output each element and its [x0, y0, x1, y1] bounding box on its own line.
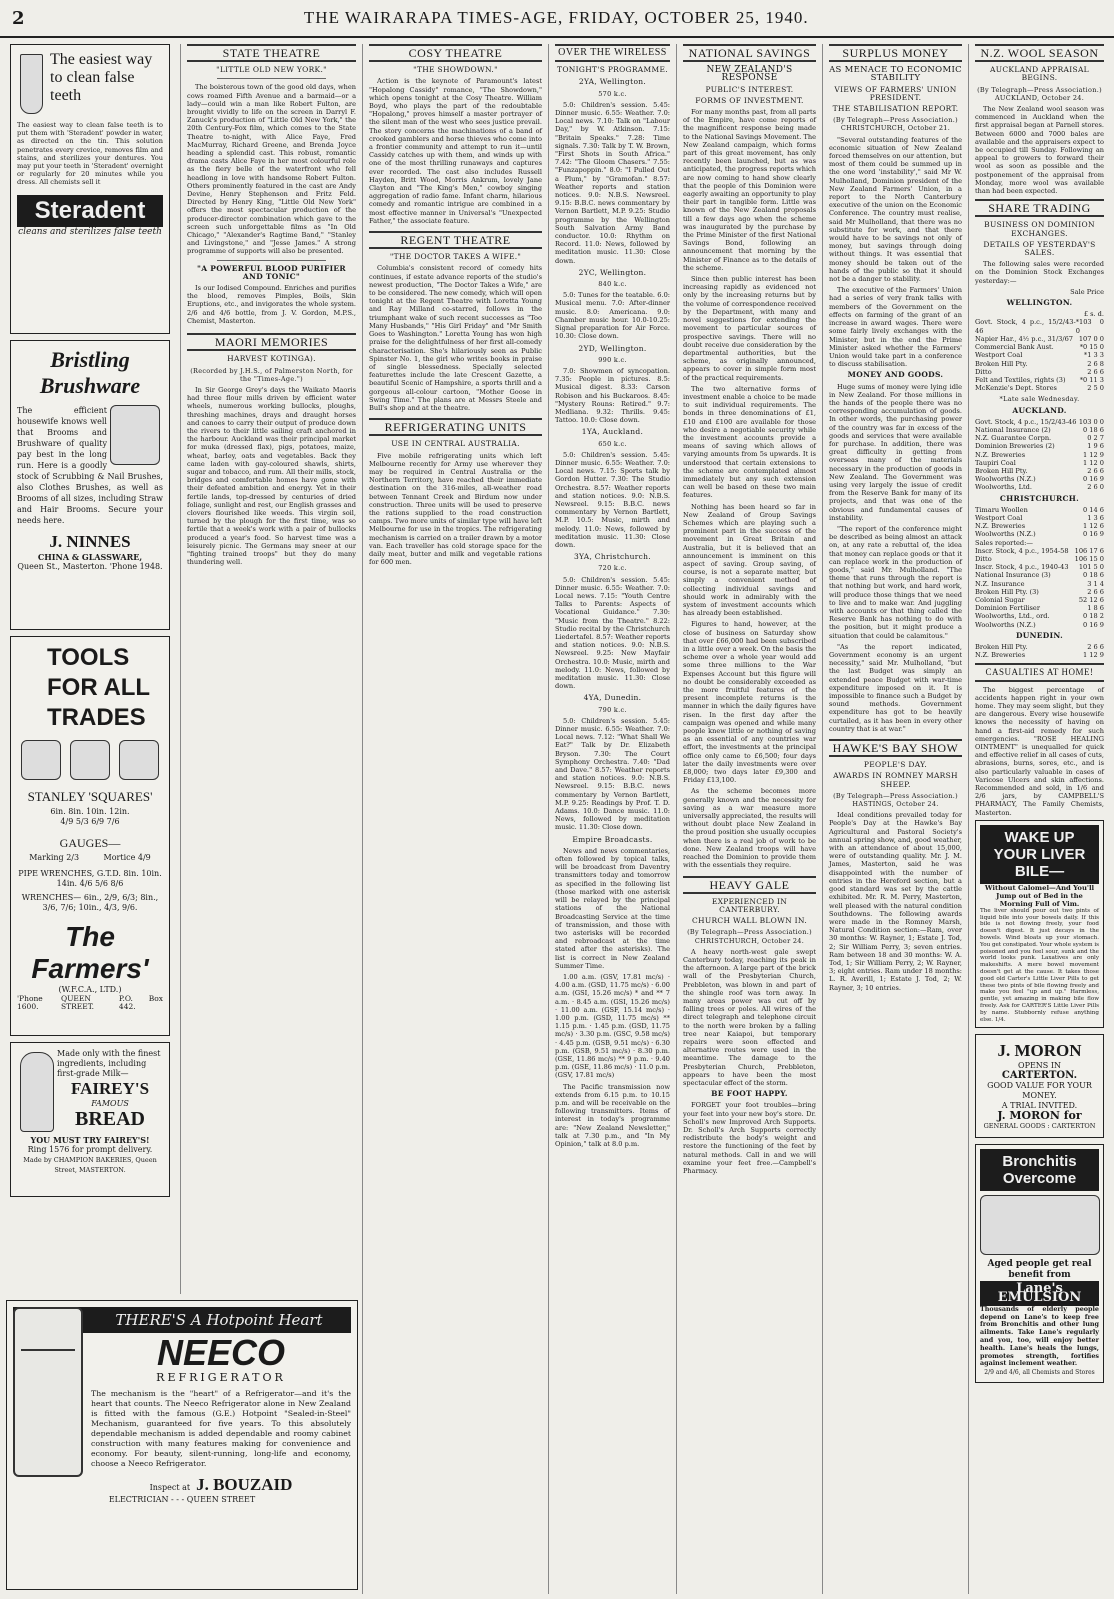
- farmers-brand: The Farmers': [31, 921, 149, 984]
- state-theatre-heading: STATE THEATRE: [187, 44, 356, 62]
- station-name: 2YA, Wellington.: [578, 77, 647, 87]
- share-row: [975, 368, 1104, 376]
- surplus-sub2: VIEWS OF FARMERS' UNION PRESIDENT.: [834, 84, 957, 102]
- share-row: [975, 426, 1104, 434]
- share-row: [975, 442, 1104, 450]
- savings-sub2: PUBLIC'S INTEREST.: [705, 84, 794, 94]
- share-price: 2 6 6: [1087, 466, 1104, 475]
- foot-body: FORGET your foot troubles—bring your feet into your new boy's store. Dr. Scholl's new Improved Arch Supports. Dr. Scholl's Arch Supports correctly redistribute the body's weight and restore the functioning of the feet by natural methods. Call in and we will examine your feet free.—Campbell's Pharmacy.: [683, 1101, 816, 1175]
- moron-general: GENERAL GOODS : CARTERTON: [983, 1122, 1096, 1131]
- share-name: Inscr. Stock, 4 p.c., 1940-43: [975, 563, 1069, 572]
- share-price: 2 6 0: [1087, 483, 1104, 492]
- gale-sub: EXPERIENCED IN CANTERBURY.: [711, 896, 788, 914]
- share-name: McKenzie's Dept. Stores: [975, 384, 1057, 393]
- neeco-name: J. BOUZAID: [196, 1475, 293, 1494]
- moron-for: J. MORON for: [997, 1109, 1082, 1123]
- column-2: [180, 44, 362, 1294]
- masthead: [0, 0, 1114, 38]
- share-name: Sales reported:—: [975, 538, 1033, 547]
- share-price: 0 14 6: [1083, 505, 1104, 514]
- share-row: [975, 604, 1104, 612]
- liver-sub: Without Calomel—And You'll Jump out of Bed in the Morning Full of Vim.: [984, 883, 1095, 908]
- column-savings: [676, 44, 822, 1594]
- ninnes-name: J. NINNES: [49, 532, 131, 551]
- neeco-brand: NEECO: [156, 1332, 286, 1373]
- gauge-mortice: Mortice 4/9: [103, 853, 151, 862]
- money-goods-heading: MONEY AND GOODS.: [847, 370, 944, 380]
- share-name: Ditto: [975, 554, 992, 563]
- share-col-header: [975, 288, 1104, 296]
- lsd-label: £ s. d.: [1083, 310, 1104, 319]
- gale-sub2: CHURCH WALL BLOWN IN.: [691, 916, 808, 926]
- moron-town: CARTERTON.: [1001, 1070, 1078, 1082]
- dunedin-heading: DUNEDIN.: [1015, 630, 1063, 640]
- farmers-headline: TOOLS FOR ALL TRADES: [47, 644, 150, 731]
- blood-purifier-heading: "A POWERFUL BLOOD PURIFIER AND TONIC": [197, 263, 346, 281]
- share-name: Ditto: [975, 367, 992, 376]
- share-row: [975, 522, 1104, 530]
- share-name: Felt and Textiles, rights (3): [975, 375, 1066, 384]
- fairey-bread: BREAD: [74, 1108, 145, 1130]
- casualties-body: The biggest percentage of accidents happen right in your own home. They may seem slight, but they are dangerous. Every wise housewife knows the necessity of having on hand a first-aid remedy for such emergencies. "ROSE HEALING OINTMENT" is unequalled for quick and effective relief in all cases of cuts, abrasions, burns, sores, etc., and is also particularly valuable in cases of Varicose Ulcers and skin affections. Recommended and sold, in 1/6 and 2/6 jars, by CAMPBELL'S PHARMACY, The Family Chemists, Masterton.: [975, 685, 1104, 817]
- savings-sub3: FORMS OF INVESTMENT.: [695, 95, 804, 105]
- maori-memories-heading: MAORI MEMORIES: [187, 333, 356, 351]
- station-frequency: 720 k.c.: [598, 564, 627, 573]
- ninnes-address: Queen St., Masterton. 'Phone 1948.: [17, 562, 163, 571]
- farmers-ad: [10, 636, 170, 1036]
- station-programme: 5.0: Children's session. 5.45: Dinner music. 6.55: Weather. 7.0: Local news. 7.12: "What Shall We Eat?" Talk by Dr. Elizabeth Bryson. 7.30: The Court Symphony Orchestra. 7.40: "Dad and Dave." 8.57: Weather reports and station notices. 9.0: N.B.S. Newsreel. 9.15: B.B.C. news commentary by Vernon Bartlett, M.P. 9.25: Readings by Prof. T. D. Adams. 10.0: Dance music. 11.0: News, followed by meditation music. 11.30: Close down.: [555, 716, 670, 832]
- share-name: Timaru Woollen: [975, 505, 1028, 514]
- share-row: [975, 384, 1104, 392]
- share-name: Woolworths (N.Z.): [975, 475, 1036, 484]
- share-price: *1 3 3: [1083, 351, 1104, 360]
- station-frequency: 990 k.c.: [598, 355, 627, 364]
- newspaper-title: THE WAIRARAPA TIMES-AGE, FRIDAY, OCTOBER 25, 1940.: [303, 8, 809, 27]
- hawkes-bay-byline: (By Telegraph—Press Association.) HASTINGS, October 24.: [833, 791, 958, 809]
- share-name: Woolworths (N.Z.): [975, 530, 1036, 539]
- elderly-couple-illustration: [980, 1195, 1100, 1255]
- share-row: [975, 555, 1104, 563]
- brush-icon: [110, 405, 160, 465]
- share-price: 106 15 0: [1074, 554, 1104, 563]
- moron-trial: A TRIAL INVITED.: [1001, 1101, 1078, 1111]
- share-name: Woolworths, Ltd., ord.: [975, 612, 1050, 621]
- share-row: [975, 318, 1104, 334]
- share-price: 0 18 6: [1083, 425, 1104, 434]
- column-wireless: [548, 44, 676, 1594]
- station-frequency: 650 k.c.: [598, 439, 627, 448]
- share-row: [975, 459, 1104, 467]
- share-price: 103 0 0: [1078, 417, 1104, 426]
- neeco-inspect: Inspect at: [149, 1483, 191, 1492]
- share-name: Woolworths (N.Z.): [975, 620, 1036, 629]
- fairey-ad: [10, 1042, 170, 1197]
- share-price: 0 18 2: [1083, 612, 1104, 621]
- share-row: [975, 621, 1104, 629]
- gale-body: A heavy north-west gale swept Canterbury today, reaching its peak in the afternoon. A large part of the brick wall of the Presbyterian Church, Prebbleton, was blown in and part of the shingle roof was torn away. In many areas power was cut off by falling trees or poles. All wires of the direct telegraph and telephone circuit to the north were broken by a falling tree near Kaiapoi, but temporary repairs were soon effected and alternative routes were used in the meantime. The damage to the Presbyterian Church, Prebbleton, appears to have been the most spectacular effect of the storm.: [683, 947, 816, 1087]
- savings-body-4: Nothing has been heard so far in New Zealand of Group Savings Schemes which are playing such a prominent part in the success of the movement in Great Britain and Australia, but it is believed that an announcement is imminent on this aspect of saving. Group saving, of course, is not a separate matter, but simply a convenient method of collecting individual savings and should work in admirably with the system of investment accounts which has already been established.: [683, 502, 816, 618]
- share-price: 0 16 9: [1083, 620, 1104, 629]
- wool-sub: AUCKLAND APPRAISAL BEGINS.: [990, 65, 1089, 83]
- auckland-heading: AUCKLAND.: [1012, 405, 1067, 415]
- share-row: [975, 539, 1104, 547]
- neeco-trade: ELECTRICIAN - - - QUEEN STREET: [108, 1495, 256, 1504]
- hawkes-bay-sub2: AWARDS IN ROMNEY MARSH SHEEP.: [833, 771, 958, 789]
- share-name: N.Z. Breweries: [975, 651, 1026, 660]
- share-row: [975, 571, 1104, 579]
- share-name: Broken Hill Pty.: [975, 643, 1028, 651]
- share-row: [975, 506, 1104, 514]
- liver-body: The liver should pour out two pints of liquid bile into your bowels daily. If this bile is not flowing freely, your food doesn't digest. It just decays in the bowels. Wind bloats up your stomach. You get constipated. Your whole system is poisoned and you feel sour, sunk and the world looks punk. Laxatives are only makeshifts. A mere bowel movement doesn't get at the cause. It takes those good old Carter's Little Liver Pills to get these two pints of bile flowing freely and make you feel "up and up." Harmless, gentle, yet amazing in making bile flow freely. Ask for CARTER'S Little Liver Pills by name. Stubbornly refuse anything else. 1/4.: [980, 907, 1099, 1023]
- share-price: 1 12 0: [1083, 458, 1104, 467]
- surplus-body-5: "As the report indicated, Government economy is an urgent necessity," said Mr. Mulholland, "but the last Budget was simply an extended peace Budget with war-time expenditure imposed on it. It is impossible to finance such a Budget by sound methods. Government expenditure has got to be heavily curtailed, as it has been in every other country that is at war.": [829, 642, 962, 733]
- lanes-ad: [975, 1144, 1104, 1383]
- station-name: 3YA, Christchurch.: [573, 552, 651, 562]
- share-price: 0 16 9: [1083, 475, 1104, 484]
- share-price: 52 12 6: [1078, 595, 1104, 604]
- share-price: 0 2 7: [1087, 434, 1104, 443]
- steradent-body: The easiest way to clean false teeth is to put them with 'Steradent' powder in water, as directed on the tin. This solution penetrates every crevice, removes film and stains, and sterilizes your dentures. You may put your teeth in 'Steradent' overnight or regularly for 20 minutes while you dress. All chemists sell it: [17, 121, 163, 187]
- share-price: *103 0 0: [1075, 318, 1104, 335]
- share-name: National Insurance (2): [975, 425, 1051, 434]
- neeco-sub: REFRIGERATOR: [156, 1371, 286, 1384]
- station-name: 2YD, Wellington.: [578, 343, 647, 353]
- wrenches: WRENCHES— 6in., 2/9, 6/3; 8in., 3/6, 7/6; 10in., 4/3, 9/6.: [21, 893, 159, 912]
- plane-icon: [119, 740, 159, 780]
- maori-memories-sub: HARVEST KOTINGA).: [227, 354, 316, 364]
- share-name: Dominion Fertiliser: [975, 604, 1040, 613]
- surplus-body-1: "Several outstanding features of the economic situation of New Zealand forced themselves on our attention, but most of them could be summed up in the one word 'instability'," said Mr W. Mulholland, Dominion president of the New Zealand Farmers' Union, in a report to the North Canterbury executive of the union on the Economic Conference. The country must realise, said Mr Mulholland, that there was no substitute for work, and that there would have to be savings not only of money, but savings through doing without things. It was essential that money should be taken out of the hands of the public so that it should not be a danger to stability.: [829, 135, 962, 284]
- share-name: Taupiri Coal: [975, 458, 1016, 467]
- share-price: 2 6 6: [1087, 367, 1104, 376]
- share-price: 1 12 6: [1083, 522, 1104, 531]
- lanes-price: 2/9 and 4/6, all Chemists and Stores: [984, 1369, 1095, 1377]
- christchurch-heading: CHRISTCHURCH.: [999, 493, 1080, 503]
- surplus-byline: (By Telegraph—Press Association.) CHRISTCHURCH, October 21.: [833, 116, 958, 133]
- farmers-sub: (W.F.C.A., LTD.): [58, 985, 122, 994]
- station-frequency: 840 k.c.: [598, 280, 627, 289]
- share-row: [975, 467, 1104, 475]
- share-name: N.Z. Insurance: [975, 579, 1025, 588]
- moron-ad: [975, 1034, 1104, 1138]
- neeco-banner: THERE'S A Hotpoint Heart: [13, 1307, 351, 1333]
- savings-body-1: For many months past, from all parts of the Empire, have come reports of the magnificent response being made to the National Savings Movement. The New Zealand campaign, which forms part of this great movement, has only recently been launched, but as was anticipated, the progress reports which are now coming to hand show clearly that the people of this Dominion were eagerly awaiting an opportunity to play their part in tangible form. Little was known of the New Zealand proposals till a few days ago when the scheme was inaugurated by the purchase by the Prime Minister of the first National Savings Bond, following an announcement that morning by the Minister of Finance as to the details of the scheme.: [683, 108, 816, 272]
- steradent-brand: Steradent: [17, 195, 163, 227]
- station-programme: 5.0: Tunes for the teatable. 6.0: Musical menu. 7.0: After-dinner music. 8.0: Americana. 9.0: Chamber music hour. 10.0-10.25: Signal preparation for Air Force. 10.30: Close down.: [555, 291, 670, 341]
- lanes-headline: Bronchitis Overcome: [980, 1149, 1099, 1191]
- empire-body: News and news commentaries, often followed by topical talks, will be broadcast from Daventry transmitters today and tomorrow as specified in the following list (those marked with one asterisk will be relayed by the principal stations of the National Broadcasting Service at the time of transmission, and those with two asterisks will be recorded and rebroadcast at the time stated after the asterisks). The list is correct in New Zealand Summer Time.: [555, 846, 670, 970]
- share-name: Broken Hill Pty.: [975, 359, 1028, 368]
- surplus-body-3: Huge sums of money were lying idle in New Zealand. For those millions in the hands of the people there was no corresponding accumulation of goods. In other words, the purchasing power of the country was far in excess of the goods and services that were available for purchase. In addition, there was great difficulty in getting from overseas many of the materials necessary in the production of goods in New Zealand. The Government was using very largely the issue of credit from the Reserve Bank for many of its projects, and that was one of the obvious and fundamental causes of instability.: [829, 382, 962, 522]
- share-row: [975, 475, 1104, 483]
- pipe-wrenches: PIPE WRENCHES, G.T.D. 8in. 10in. 14in. 4/6 5/6 8/6: [18, 869, 162, 888]
- column-3: [362, 44, 548, 1594]
- share-price: 1 9 6: [1087, 442, 1104, 451]
- wellington-table: [975, 318, 1104, 392]
- refrigerator-illustration: [13, 1307, 83, 1477]
- surplus-body-2: The executive of the Farmers' Union had a series of very frank talks with members of the Government on the effects on farming of the grant of an increase in award wages. There were some fairly lively exchanges with the Minister, but in the end the Prime Minister asked whether the Farmers' Union would take part in a conference to discuss stabilisation.: [829, 286, 962, 369]
- neeco-body: The mechanism is the "heart" of a Refrigerator—and it's the heart that counts. The Neeco Refrigerator alone in New Zealand is fitted with the famous (G.E.) Hotpoint "Sealed-in-Steel" Mechanism, guaranteed for five years. To this absolutely dependable mechanism is added dependable and roomy cabinet construction with many features making for convenience and economy. For beauty, silent-running, long-life and economy, choose a Neeco Refrigerator.: [91, 1389, 351, 1468]
- station-list: [555, 78, 670, 831]
- share-name: Broken Hill Pty.: [975, 466, 1028, 475]
- station-frequency: 790 k.c.: [598, 705, 627, 714]
- cosy-theatre-sub: "THE SHOWDOWN.": [413, 65, 498, 75]
- share-name: N.Z. Guarantee Corpn.: [975, 434, 1052, 443]
- hawkes-bay-body: Ideal conditions prevailed today for People's Day at the Hawke's Bay Agricultural and Pastoral Society's annual spring show, and, good weather, with an attendance of about 15,000, were of outstanding quality. Mr. J. M. James, Masterton, said he was disappointed with the number of entries in the Hereford section, but a good standard was set by the cattle exhibited. Mr. R. M. Perry, Masterton, well pleased with the natural condition Southdowns. The following awards were made in the Romney Marsh, Natural Condition section:—Ram, over 30 months: W. Rayner, 1; Estate J. Tod, 2; Sir William Perry, 3; seven entries. Ram between 18 and 30 months: W. A. Tod, 1; Sir William Perry, 2; W. Rayner, 3; eight entries. Ram under 18 months: L. R. Averill, 1; Estate J. Tod, 2; W. Rayner, 3; 10 entries.: [829, 811, 962, 992]
- lanes-brand: Lane's EMULSION: [980, 1281, 1099, 1305]
- state-theatre-body: The boisterous town of the good old days, when cows roamed Fifth Avenue and a barmaid—or a lady—could win a man like Robert Fulton, are brought vividly to life on the screen in Darryl F. Zanuck's production of "Little Old New York," the 20th Century-Fox film, which comes to the State Theatre to-night, with Alice Faye, Fred MacMurray, Richard Greene, and Brenda Joyce heading a splendid cast. This robust, romantic drama casts Alice Faye in her most colourful role as the fiery belle of the waterfront who fell headlong in love with handsome Robert Fulton. Others prominently featured in the cast are Andy Devine, Henry Stephenson and Fritz Feld. Directed by Henry King, "Little Old New York" offers the most spectacular production of the producer-director combination which gave to the screen such unforgettable films as "In Old Chicago," "Alexander's Ragtime Band," "Stanley and Livingstone," and "Jesse James." A strong programme of supports will also be presented.: [187, 83, 356, 256]
- share-name: Broken Hill Pty. (3): [975, 587, 1039, 596]
- share-price: 2 6 6: [1087, 643, 1104, 651]
- regent-theatre-sub: "THE DOCTOR TAKES A WIFE.": [389, 252, 522, 262]
- savings-body-3: The two alternative forms of investment enable a choice to be made to suit individual requirements. The bonds in three denominations of £1, £10 and £100 are available for those who desire a negotiable security while the investment accounts provide a means of saving which allows of varying amounts from 5s upwards. It is understood that certain extensions to the scheme are contemplated almost immediately but any such extension can well be based on these two main features.: [683, 384, 816, 500]
- farmers-street: QUEEN STREET.: [60, 994, 94, 1012]
- share-row: [975, 514, 1104, 522]
- lanes-body: Thousands of elderly people depend on Lane's to keep free from Bronchitis and other lung ailments. Take Lane's regularly and you, too, will enjoy better health. Lane's heals the lungs, promotes strength, fortifies against inclement weather.: [980, 1304, 1099, 1368]
- station-name: 2YC, Wellington.: [578, 267, 647, 277]
- farmers-po: P.O. Box 442.: [118, 994, 164, 1012]
- casualties-heading: CASUALTIES AT HOME!: [975, 663, 1104, 681]
- ninnes-ad: [10, 340, 170, 630]
- share-row: [975, 547, 1104, 555]
- share-name: Westport Coal: [975, 351, 1023, 360]
- share-row: [975, 563, 1104, 571]
- surplus-body-4: "The report of the conference might be described as being almost an attack on, at any rate a rebuttal of, the idea that money can replace goods or that it can replace work in the production of goods," said Mr. Mulholland. "The theme that runs through the report is that nothing but work, and hard work, will produce those things that we need to live and to make war. And juggling with accounts or that thing called the Reserve Bank has nothing to do with the position, but it might produce a situation that could be calamitous.": [829, 524, 962, 640]
- wool-byline: (By Telegraph—Press Association.) AUCKLAND, October 24.: [977, 85, 1102, 102]
- share-row: [975, 651, 1104, 659]
- share-name: Govt. Stock, 4 p.c., 15/2/43-46: [975, 417, 1077, 426]
- share-price: 106 17 6: [1074, 546, 1104, 555]
- steradent-ad: [10, 44, 170, 334]
- page-number: 2: [12, 7, 25, 29]
- gauges-heading: GAUGES—: [59, 836, 121, 850]
- maori-memories-note: (Recorded by J.H.S., of Palmerston North, for the "Times-Age."): [190, 366, 353, 383]
- gauge-marking: Marking 2/3: [29, 853, 80, 862]
- share-price: 0 16 9: [1083, 530, 1104, 539]
- refrigerating-units-body: Five mobile refrigerating units which left Melbourne recently for Army use wherever they may be required in Central Australia or the Northern Territory, have reached their immediate destination on the 316-miles, all-weather road between Tennant Creek and Birdum now under construction. Three units will be used to preserve the rations supplied to the road construction camps. Two more units of similar type will have left Melbourne for use in the tropics. The refrigerating mechanism is carried on a trailer drawn by a motor van. Each traveller has cold storage space for the daily meat, butter and milk and vegetable rations for 600 men.: [369, 451, 542, 567]
- wool-body: The New Zealand wool season was commenced in Auckland when the first appraisal began at Parnell stores. Between 6000 and 7000 bales are available and the appraisers expect to be occupied till Sunday. Following an appeal to growers to forward their wool as soon as possible and the postponement of the appraisal from Monday, more wool was available than had been expected.: [975, 105, 1104, 196]
- share-row: [975, 335, 1104, 343]
- squares-heading: STANLEY 'SQUARES': [27, 789, 153, 804]
- share-sub2: DETAILS OF YESTERDAY'S SALES.: [983, 239, 1096, 258]
- station-programme: 5.0: Children's session. 5.45: Dinner music. 6.55: Weather. 7.0: Local news. 7.15: Sports talk by Gordon Hutter. 7.30: The Studio Orchestra. 8.57: Weather reports and station notices. 9.0: N.B.S. Newsreel. 9.15: B.B.C. news commentary by Vernon Bartlett, M.P. 10.5: Music, mirth and melody. 11.0: News, followed by meditation music. 11.30: Close down.: [555, 450, 670, 549]
- share-name: Dominion Breweries (2): [975, 442, 1055, 451]
- dunedin-table: [975, 643, 1104, 659]
- lsd-header: [975, 310, 1104, 318]
- share-price: 1 3 6: [1087, 513, 1104, 522]
- station-programme: 7.0: Showmen of syncopation. 7.35: People in pictures. 8.5: Musical digest. 8.33: Carson Robison and his Buckaroos. 8.45: "Mystery Rouns: Retired." 9.7: Medliana. 9.32: Thrills. 9.45: Tattoo. 10.0: Close down.: [555, 366, 670, 425]
- share-name: Govt. Stock, 4 p.c., 15/2/43-46: [975, 318, 1076, 335]
- fairey-famous: FAMOUS: [91, 1099, 129, 1108]
- share-price: 107 0 0: [1078, 334, 1104, 343]
- savings-body-2: Since then public interest has been increasing rapidly as evidenced not only by the increasing returns but by the volume of correspondence received by the Department, with many and novel suggestions for extending the movement to particular sources of prospective savings. There will no doubt receive due consideration by the departmental authorities, but the scheme, as originally announced, appears to cover in simple form most of the practical requirements.: [683, 275, 816, 382]
- cosy-theatre-body: Action is the keynote of Paramount's latest "Hopalong Cassidy" romance, "The Showdown," which opens tonight at the Cosy Theatre. William Boyd, who plays the part of the redoubtable "Hopalong," proves himself a master portrayer of the silent man of the west who sees justice prevail. The story concerns the machinations of a band of crooked gamblers and horse thieves who come into a frontier community and attempt to run it—until Cassidy catches up with them, and winds up with one of the most thrilling runaways and captures ever recorded. The cast also includes Russell Hayden, Britt Wood, Morris Ankrum, lovely Jane Clayton and "The King's Men," cowboy singing aggregation of radio fame. Infant charm, hilarious comedy and romantic intrigue are combined in a most effective manner in Universal's "Unexpected Father," the associate feature.: [369, 77, 542, 225]
- savings-sub: NEW ZEALAND'S RESPONSE: [706, 65, 793, 84]
- share-row: [975, 530, 1104, 538]
- share-name: Commercial Bank Aust.: [975, 343, 1054, 352]
- hammer-icon: [70, 740, 110, 780]
- blood-purifier-body: Is our Iodised Compound. Enriches and purifies the blood, removes Pimples, Boils, Skin Eruptions, etc., and invigorates the whole system. 2/6 and 4/6 bottle, from J. V. Gordon, M.P.S., Chemist, Masterton.: [187, 284, 356, 325]
- cosy-theatre-heading: COSY THEATRE: [369, 44, 542, 62]
- regent-theatre-body: Columbia's consistent record of comedy hits continues, if estate advance reports of the studio's newest production, "The Doctor Takes a Wife," are to be considered. The new comedy, which will open tonight at the Regent Theatre with Loretta Young and Ray Milland co-starred, follows in the triumphant wake of such recent successes as "Too Many Husbands," "His Girl Friday" and "Mr Smith Goes to Washington." Loretta Young has won high praise for the delightfulness of her first all-comedy characterisation. She's hilariously seen as Public Spinster No. 1, the girl who writes books in praise of single blessedness. Specially selected featurettes include the late Crescent Gazette, a beautiful Scenic of Hampshire, a sports thrill and a gorgeous all-colour cartoon, "Mother Goose in Swing Time." The plans are at Messrs Steele and Bull's shop and at the theatre.: [369, 264, 542, 412]
- share-name: Colonial Sugar: [975, 595, 1025, 604]
- ninnes-headline: Bristling Brushware: [39, 347, 141, 398]
- gale-heading: HEAVY GALE: [683, 876, 816, 894]
- steradent-headline: The easiest way to clean false teeth: [50, 51, 153, 104]
- share-row: [975, 343, 1104, 351]
- share-name: Woolworths, Ltd.: [975, 483, 1032, 492]
- column-shares: [968, 44, 1110, 1594]
- saw-icon: [21, 740, 61, 780]
- wool-heading: N.Z. WOOL SEASON: [975, 44, 1104, 62]
- share-price: 2 6 6: [1087, 587, 1104, 596]
- fairey-brand: FAIREY'S: [70, 1079, 150, 1098]
- share-row: [975, 351, 1104, 359]
- share-row: [975, 376, 1104, 384]
- share-name: N.Z. Breweries: [975, 522, 1026, 531]
- christchurch-table: [975, 506, 1104, 629]
- late-sale-note: *Late sale Wednesday.: [999, 395, 1080, 404]
- farmers-phone: 'Phone 1600.: [17, 994, 43, 1012]
- share-price: 1 8 6: [1087, 604, 1104, 613]
- station-name: 1YA, Auckland.: [581, 427, 644, 437]
- ninnes-trade: CHINA & GLASSWARE,: [37, 552, 143, 562]
- fairey-must: YOU MUST TRY FAIREY'S!: [30, 1135, 150, 1145]
- maori-memories-body: In Sir George Grey's days the Waikato Maoris had three flour mills driven by efficient water wheels, numerous working bullocks, ploughs, threshing machines, drays and draught horses and canoes to carry their output of produce down the rivers to their little sailing craft anchored in the harbour. Auckland was their principal market for muka (dressed flax), pigs, potatoes, maize, wheat, barley, oats and vegetables. Back they came laden with gay-coloured shawls, shirts, sugar and tobacco, and rum. All their mills, stock, bridges and comfortable homes have gone with their defeated ambition and energy. Yet in their fertile lands, top-dressed by centuries of dried foliage, sunlight and rest, our English grasses and clovers flourished like weeds. This virgin soil, turned by the plough for the first time, was so fertile that a week's work with a pair of bullocks produced a year's food. So harvest time was a leisurely picnic. The Germans may sneer at our "fighting trained troops" but they do many thundering well.: [187, 385, 356, 567]
- share-price: 2 6 8: [1087, 359, 1104, 368]
- share-row: [975, 434, 1104, 442]
- savings-body-5: Figures to hand, however, at the close of business on Saturday show that over £66,000 had been subscribed in a little over a week. On the basis the scheme over a whole year would add some three millions to the War Expenses Account but this figure will no doubt be considerably exceeded as the more fruitful features of the present incomplete returns is the manner in which the daily figures have risen. In the first day after the campaign was opened and while many people knew little or nothing of saving as an essential of any countries war effort, the investments at the principal office only came to £6,500; four days later the daily investments were over £8,000; two days later £9,300 and Friday £13,100.: [683, 620, 816, 785]
- wireless-sub: TONIGHT'S PROGRAMME.: [557, 65, 668, 75]
- share-price: 2 5 0: [1087, 384, 1104, 393]
- share-name: National Insurance (3): [975, 571, 1051, 580]
- fairey-maker: Made by CHAMPION BAKERIES, Queen Street, MASTERTON.: [23, 1156, 157, 1174]
- station-frequency: 570 k.c.: [598, 89, 627, 98]
- share-row: [975, 612, 1104, 620]
- share-row: [975, 596, 1104, 604]
- empire-heading: Empire Broadcasts.: [572, 834, 653, 844]
- liver-headline: WAKE UP YOUR LIVER BILE—: [980, 825, 1099, 884]
- share-row: [975, 588, 1104, 596]
- share-row: [975, 451, 1104, 459]
- neeco-ad: [6, 1300, 358, 1590]
- ninnes-body: The efficient housewife knows well that Brooms and Brushware of quality pay best in the long run. Here is a goodly stock of Scrubbing & Nail Brushes, also Clothes Brushes, as well as Brooms of all sizes, including Straw and Hair Brooms. Secure your needs here.: [17, 406, 163, 525]
- share-price: 3 1 4: [1087, 579, 1104, 588]
- empire-list: 1.00 a.m. (GSV, 17.81 mc/s) · 4.00 a.m. (GSD, 11.75 mc/s) · 6.00 a.m. (GSI, 15.26 mc/s) * and ** 7 a.m. · 8.45 a.m. (GSI, 15.26 mc/s) · 11.00 a.m. (GSF, 15.14 mc/s) · 1.00 p.m. (GSD, 11.75 mc/s) ** 1.15 p.m. · 1.45 p.m. (GSD, 11.75 mc/s) · 3.30 p.m. (GSC, 9.58 mc/s) · 4.45 p.m. (GSB, 9.51 mc/s) · 6.30 p.m. (GSB, 9.51 mc/s) · 8.30 p.m. (GSE, 11.86 mc/s) ** 9 p.m. · 9.40 p.m. (GSE, 11.86 mc/s) · 11.0 p.m. (GSV, 17.81 mc/s): [555, 972, 670, 1080]
- steradent-tagline: cleans and sterilizes false teeth: [18, 226, 162, 237]
- share-name: Westport Coal: [975, 513, 1023, 522]
- share-name: Napier Har., 4½ p.c., 31/3/67: [975, 334, 1073, 343]
- wellington-heading: WELLINGTON.: [1006, 298, 1073, 308]
- moron-good: GOOD VALUE FOR YOUR MONEY.: [987, 1081, 1092, 1101]
- lanes-aged: Aged people get real benefit from: [987, 1259, 1092, 1281]
- share-price: *0 11 3: [1079, 375, 1104, 384]
- moron-name: J. MORON: [997, 1041, 1082, 1061]
- station-programme: 5.0: Children's session. 5.45: Dinner music. 6.55: Weather. 7.0: Local news. 7.10: Talk on "Labour Day," by W. Atkinson. 7.15: "Britain Speaks." 7.28: Time signals. 7.30: Talk by T. W. Brown, "First Shots in South Africa." 7.42: "The Gloom Chasers." 7.55: "Funzapoppin." 8.0: "I Pulled Out a Plum," by "Gramofan." 8.57: Weather reports and station notices. 9.0: N.B.S. Newsreel. 9.15: B.B.C. news commentary by Vernon Bartlett, M.P. 9.25: Studio programme by the Wellington South Salvation Army Band conductor. 10.0: Rhythm on Record. 11.0: News, followed by meditation music. 11.30: Close down.: [555, 100, 670, 265]
- share-name: N.Z. Breweries: [975, 450, 1026, 459]
- auckland-table: [975, 418, 1104, 492]
- milk-bottle-icon: [20, 1052, 54, 1132]
- sale-price-label: Sale Price: [1070, 287, 1104, 296]
- fairey-intro: Made only with the finest ingredients, including first-grade Milk—: [57, 1049, 161, 1078]
- gale-byline: (By Telegraph—Press Association.) CHRISTCHURCH, October 24.: [687, 928, 812, 945]
- surplus-sub: AS MENACE TO ECONOMIC STABILITY: [829, 65, 962, 84]
- foot-heading: BE FOOT HAPPY.: [711, 1089, 788, 1099]
- share-price: 1 12 9: [1083, 651, 1104, 660]
- share-price: 1 12 9: [1083, 450, 1104, 459]
- column-surplus: [822, 44, 968, 1594]
- squares-sizes: 6in. 8in. 10in. 12in.: [50, 807, 130, 816]
- station-programme: 5.0: Children's session. 5.45: Dinner music. 6.55: Weather. 7.0: Local news. 7.15: "Youth Centre Talks to Parents: Aspects of Vocational Guidance." 7.30: "Music from the Theatre." 8.22: Studio recital by the Christchurch Liedertafel. 8.57: Weather reports and station notices. 9.0: N.B.S. Newsreel. 9.25: New Mayfair Orchestra. 10.0: Music, mirth and melody. 11.0: News, followed by meditation music. 11.30: Close down.: [555, 575, 670, 691]
- wireless-heading: OVER THE WIRELESS: [555, 44, 670, 62]
- divider: [217, 78, 326, 79]
- hawkes-bay-heading: HAWKE'S BAY SHOW: [829, 739, 962, 757]
- share-row: [975, 483, 1104, 491]
- share-heading: SHARE TRADING: [975, 199, 1104, 217]
- squares-prices: 4/9 5/3 6/9 7/6: [60, 817, 120, 826]
- share-row: [975, 580, 1104, 588]
- station-name: 4YA, Dunedin.: [583, 693, 642, 703]
- share-name: Inscr. Stock, 4 p.c., 1954-58: [975, 546, 1069, 555]
- fairey-ring: Ring 1576 for prompt delivery.: [27, 1145, 153, 1154]
- refrigerating-units-sub: USE IN CENTRAL AUSTRALIA.: [391, 439, 520, 449]
- moron-opens: OPENS IN: [1018, 1061, 1061, 1071]
- hawkes-bay-sub: PEOPLE'S DAY.: [863, 760, 928, 770]
- share-intro: The following sales were recorded on the Dominion Stock Exchanges yesterday:—: [975, 260, 1104, 285]
- state-theatre-sub: "LITTLE OLD NEW YORK.": [216, 65, 327, 75]
- share-sub: BUSINESS ON DOMINION EXCHANGES.: [984, 220, 1095, 238]
- empire-tail: The Pacific transmission now extends from 6.15 p.m. to 10.15 p.m. and will be receivable on the following transmitters. Items of interest in today's programme are: "New Zealand Newsletter," talk at 7.30 p.m., and "In My Opinion," talk at 8.0 p.m.: [555, 1082, 670, 1148]
- share-row: [975, 418, 1104, 426]
- liver-ad: [975, 820, 1104, 1029]
- share-price: 0 18 6: [1083, 571, 1104, 580]
- share-price: *0 15 0: [1079, 343, 1104, 352]
- share-price: 101 5 0: [1078, 563, 1104, 572]
- savings-heading: NATIONAL SAVINGS: [683, 44, 816, 62]
- surplus-heading: SURPLUS MONEY: [829, 44, 962, 62]
- share-row: [975, 643, 1104, 651]
- share-row: [975, 360, 1104, 368]
- surplus-sub3: THE STABILISATION REPORT.: [832, 104, 959, 114]
- glass-icon: [20, 54, 43, 114]
- savings-body-6: As the scheme becomes more generally known and the necessity for saving as a war measure more universally appreciated, the results will without doubt place New Zealand in the proud position she usually occupies when there is a real job of work to be done. New Zealand troops will have reached the Dominion to provide them with the essentials they require.: [683, 787, 816, 870]
- regent-theatre-heading: REGENT THEATRE: [369, 231, 542, 249]
- divider: [217, 260, 326, 261]
- refrigerating-units-heading: REFRIGERATING UNITS: [369, 418, 542, 436]
